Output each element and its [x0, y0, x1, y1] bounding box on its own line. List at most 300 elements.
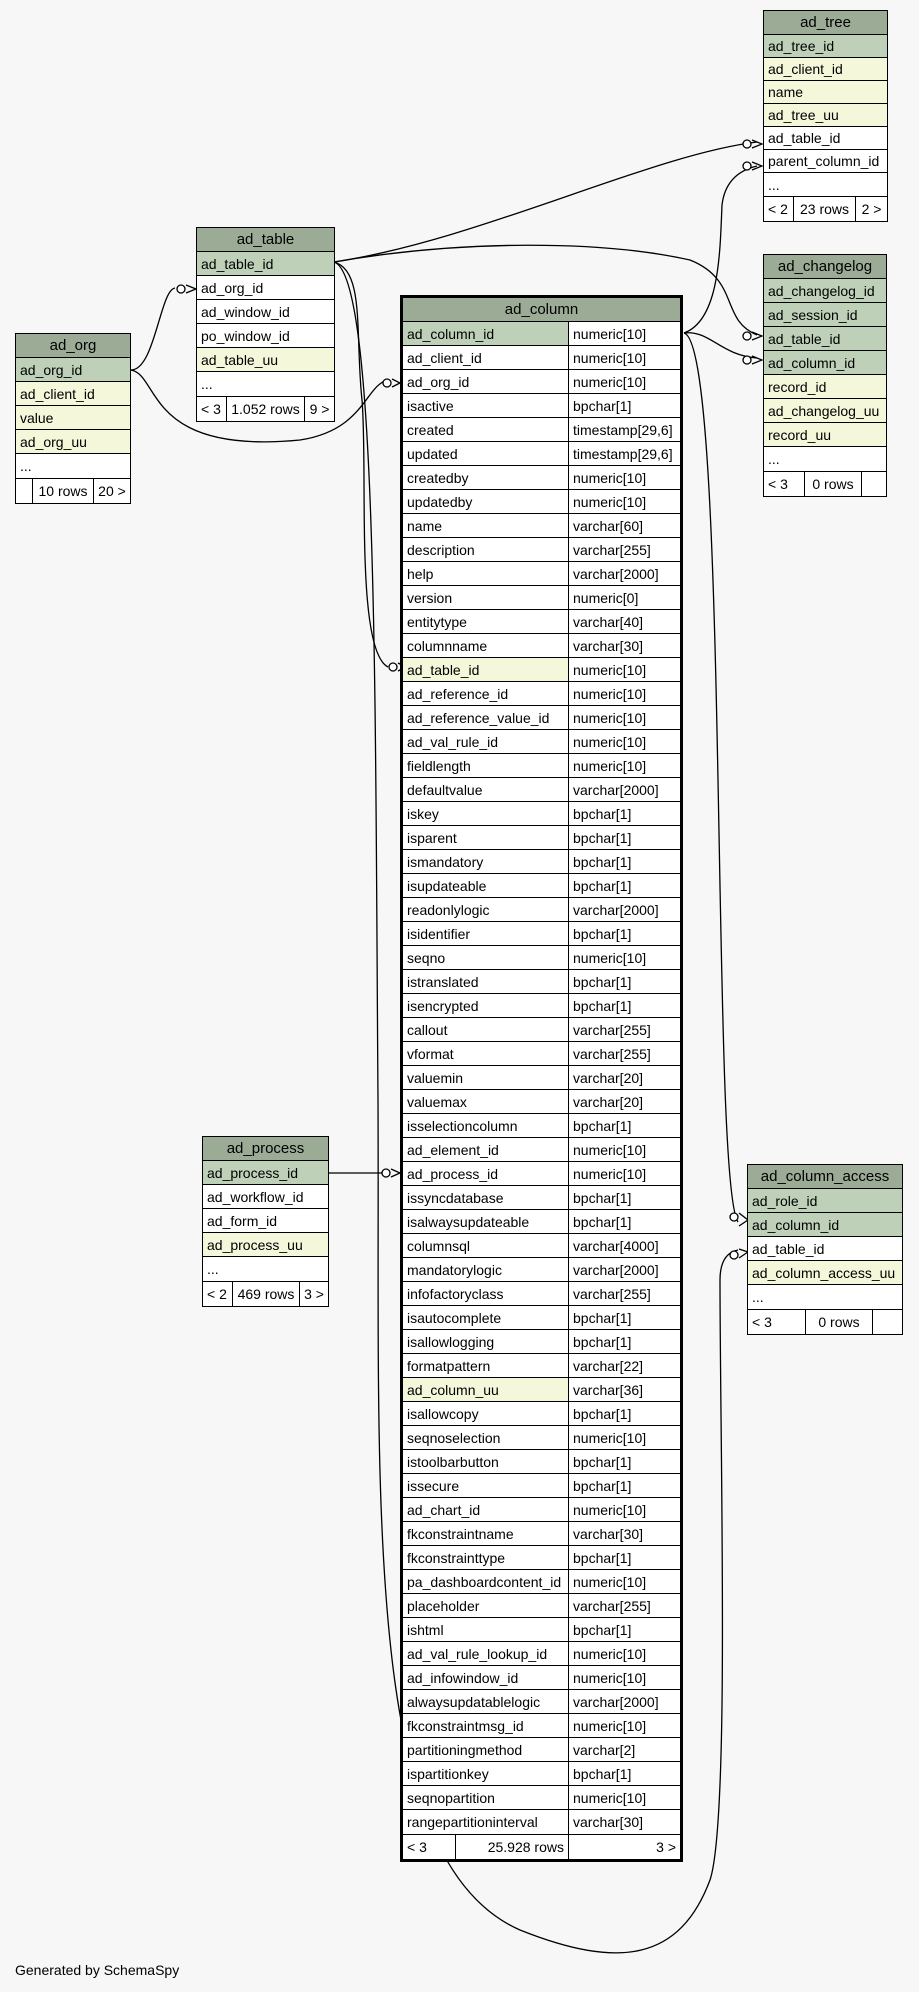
column-name: ishtml: [403, 1618, 569, 1641]
footer-prev[interactable]: < 3: [197, 397, 227, 421]
column-type: numeric[10]: [569, 1570, 680, 1593]
table-row[interactable]: [403, 1402, 680, 1426]
table-row[interactable]: [764, 35, 887, 58]
table-row[interactable]: [403, 1234, 680, 1258]
column-name: ad_val_rule_lookup_id: [403, 1642, 569, 1665]
column-type: varchar[40]: [569, 610, 680, 633]
column-name: ad_table_id: [764, 127, 887, 149]
column-type: numeric[10]: [569, 1138, 680, 1161]
column-type: varchar[20]: [569, 1090, 680, 1113]
column-name: infofactoryclass: [403, 1282, 569, 1305]
table-rows: [748, 1189, 902, 1310]
column-type: bpchar[1]: [569, 1210, 680, 1233]
table-header[interactable]: ad_org: [16, 334, 130, 358]
column-name: isautocomplete: [403, 1306, 569, 1329]
table-rows: [197, 252, 334, 397]
column-name: placeholder: [403, 1594, 569, 1617]
column-name: ad_column_uu: [403, 1378, 569, 1401]
table-row[interactable]: [403, 1138, 680, 1162]
table-row[interactable]: [403, 586, 680, 610]
table-row[interactable]: [403, 538, 680, 562]
table-row[interactable]: [403, 1666, 680, 1690]
column-name: ad_table_id: [403, 658, 569, 681]
table-rows: [764, 35, 887, 197]
column-type: numeric[10]: [569, 682, 680, 705]
column-name: name: [403, 514, 569, 537]
table-row[interactable]: [764, 375, 886, 399]
column-name: isparent: [403, 826, 569, 849]
column-name: isactive: [403, 394, 569, 417]
column-name: ad_column_id: [764, 351, 886, 374]
column-type: numeric[10]: [569, 1714, 680, 1737]
footer-next[interactable]: 9 >: [309, 401, 330, 417]
column-name: description: [403, 538, 569, 561]
column-type: bpchar[1]: [569, 1450, 680, 1473]
table-ad-process[interactable]: [202, 1136, 329, 1307]
edge-ad-org-to-ad-table: [131, 288, 175, 370]
table-row[interactable]: [403, 658, 680, 682]
column-name: ad_org_id: [403, 370, 569, 393]
column-type: varchar[36]: [569, 1378, 680, 1401]
table-row[interactable]: [403, 706, 680, 730]
column-name: istranslated: [403, 970, 569, 993]
table-row[interactable]: [197, 276, 334, 300]
column-name: ad_tree_uu: [764, 104, 887, 126]
column-type: numeric[10]: [569, 946, 680, 969]
table-row[interactable]: [403, 754, 680, 778]
column-name: ad_client_id: [764, 58, 887, 80]
column-type: varchar[2000]: [569, 562, 680, 585]
table-row[interactable]: [203, 1185, 328, 1209]
column-type: varchar[30]: [569, 1810, 680, 1834]
column-type: numeric[10]: [569, 1786, 680, 1809]
footer-rows: 469 rows: [233, 1282, 300, 1306]
table-row[interactable]: [403, 322, 680, 346]
table-row[interactable]: [403, 1786, 680, 1810]
table-footer: [197, 397, 334, 421]
column-name: ad_org_id: [16, 358, 130, 381]
column-type: varchar[4000]: [569, 1234, 680, 1257]
table-row[interactable]: [16, 382, 130, 406]
column-type: numeric[10]: [569, 346, 680, 369]
column-name: version: [403, 586, 569, 609]
column-type: numeric[10]: [569, 706, 680, 729]
table-row[interactable]: [403, 1186, 680, 1210]
column-name: alwaysupdatablelogic: [403, 1690, 569, 1713]
column-name: ad_client_id: [16, 382, 130, 405]
table-row[interactable]: [764, 327, 886, 351]
column-type: bpchar[1]: [569, 1330, 680, 1353]
table-row[interactable]: [403, 394, 680, 418]
column-name: isallowlogging: [403, 1330, 569, 1353]
table-row[interactable]: [16, 454, 130, 478]
column-type: bpchar[1]: [569, 1402, 680, 1425]
table-row[interactable]: [764, 279, 886, 303]
column-type: varchar[255]: [569, 1018, 680, 1041]
table-row[interactable]: [16, 358, 130, 382]
table-row[interactable]: [403, 1474, 680, 1498]
column-type: numeric[10]: [569, 1426, 680, 1449]
column-name: isupdateable: [403, 874, 569, 897]
column-name: fkconstraintmsg_id: [403, 1714, 569, 1737]
table-row[interactable]: [403, 970, 680, 994]
table-ad-table[interactable]: [196, 227, 335, 422]
table-row[interactable]: [197, 300, 334, 324]
column-type: varchar[2000]: [569, 778, 680, 801]
table-row[interactable]: [403, 1018, 680, 1042]
column-type: varchar[255]: [569, 1594, 680, 1617]
generated-by-note: Generated by SchemaSpy: [15, 1962, 180, 1978]
column-name: valuemin: [403, 1066, 569, 1089]
column-name: isselectioncolumn: [403, 1114, 569, 1137]
table-row[interactable]: [403, 898, 680, 922]
column-name: ad_process_uu: [203, 1233, 328, 1256]
table-row[interactable]: [764, 303, 886, 327]
table-row[interactable]: [403, 1714, 680, 1738]
column-type: varchar[20]: [569, 1066, 680, 1089]
column-type: numeric[10]: [569, 322, 680, 345]
table-row[interactable]: [403, 1258, 680, 1282]
table-row[interactable]: [403, 1282, 680, 1306]
table-row[interactable]: [403, 1210, 680, 1234]
column-name: ...: [748, 1285, 902, 1309]
table-row[interactable]: [403, 922, 680, 946]
column-type: bpchar[1]: [569, 1306, 680, 1329]
column-name: ad_element_id: [403, 1138, 569, 1161]
column-name: ad_table_uu: [197, 348, 334, 371]
column-name: created: [403, 418, 569, 441]
table-row[interactable]: [764, 81, 887, 104]
column-type: numeric[10]: [569, 1498, 680, 1521]
column-type: numeric[10]: [569, 730, 680, 753]
table-footer: [764, 197, 887, 221]
table-footer: [203, 1282, 328, 1306]
column-name: iskey: [403, 802, 569, 825]
column-type: varchar[2000]: [569, 898, 680, 921]
column-name: ad_column_access_uu: [748, 1261, 902, 1284]
table-row[interactable]: [403, 1114, 680, 1138]
table-ad-tree[interactable]: [763, 10, 888, 222]
column-name: callout: [403, 1018, 569, 1041]
table-row[interactable]: [764, 399, 886, 423]
column-name: columnsql: [403, 1234, 569, 1257]
column-name: defaultvalue: [403, 778, 569, 801]
column-name: fieldlength: [403, 754, 569, 777]
column-type: bpchar[1]: [569, 1114, 680, 1137]
column-name: partitioningmethod: [403, 1738, 569, 1761]
table-row[interactable]: [403, 634, 680, 658]
column-type: bpchar[1]: [569, 850, 680, 873]
table-row[interactable]: [197, 324, 334, 348]
table-row[interactable]: [403, 1498, 680, 1522]
column-name: ad_session_id: [764, 303, 886, 326]
table-ad-changelog[interactable]: [763, 254, 887, 497]
footer-rows: 0 rows: [806, 1310, 873, 1334]
table-row[interactable]: [403, 490, 680, 514]
column-name: ...: [197, 372, 334, 396]
footer-prev[interactable]: < 2: [203, 1282, 233, 1306]
footer-rows: 1.052 rows: [227, 397, 305, 421]
table-row[interactable]: [764, 150, 887, 173]
column-type: numeric[10]: [569, 754, 680, 777]
column-type: numeric[10]: [569, 658, 680, 681]
column-name: po_window_id: [197, 324, 334, 347]
column-name: updatedby: [403, 490, 569, 513]
table-row[interactable]: [403, 946, 680, 970]
table-row[interactable]: [748, 1213, 902, 1237]
table-row[interactable]: [403, 1042, 680, 1066]
column-name: entitytype: [403, 610, 569, 633]
table-row[interactable]: [403, 1378, 680, 1402]
column-name: help: [403, 562, 569, 585]
column-name: seqno: [403, 946, 569, 969]
column-type: varchar[2000]: [569, 1258, 680, 1281]
column-name: ad_table_id: [764, 327, 886, 350]
table-row[interactable]: [403, 346, 680, 370]
table-row[interactable]: [764, 351, 886, 375]
column-name: issecure: [403, 1474, 569, 1497]
table-header[interactable]: ad_process: [203, 1137, 328, 1161]
table-row[interactable]: [197, 348, 334, 372]
footer-prev[interactable]: [16, 479, 33, 503]
column-name: name: [764, 81, 887, 103]
column-type: timestamp[29,6]: [569, 418, 680, 441]
column-name: ...: [764, 447, 886, 471]
table-row[interactable]: [403, 826, 680, 850]
table-row[interactable]: [403, 418, 680, 442]
edge-ad-table-to-ad-column-table: [334, 262, 388, 667]
table-row[interactable]: [403, 1162, 680, 1186]
footer-rows: 23 rows: [794, 197, 856, 221]
column-name: ad_tree_id: [764, 35, 887, 57]
table-footer: [764, 472, 886, 496]
table-row[interactable]: [748, 1261, 902, 1285]
footer-prev[interactable]: < 3: [403, 1835, 456, 1859]
column-type: bpchar[1]: [569, 826, 680, 849]
column-name: ad_role_id: [748, 1189, 902, 1212]
table-header[interactable]: ad_tree: [764, 11, 887, 35]
table-row[interactable]: [16, 406, 130, 430]
table-row[interactable]: [403, 1738, 680, 1762]
column-type: bpchar[1]: [569, 970, 680, 993]
footer-prev[interactable]: < 2: [764, 197, 794, 221]
column-type: bpchar[1]: [569, 394, 680, 417]
table-row[interactable]: [403, 1810, 680, 1834]
table-row[interactable]: [748, 1237, 902, 1261]
column-type: bpchar[1]: [569, 1762, 680, 1785]
column-name: ad_table_id: [197, 252, 334, 275]
table-row[interactable]: [403, 1642, 680, 1666]
column-name: record_uu: [764, 423, 886, 446]
table-ad-column[interactable]: [400, 295, 683, 1862]
table-row[interactable]: [748, 1189, 902, 1213]
table-row[interactable]: [403, 1066, 680, 1090]
column-type: varchar[2000]: [569, 1690, 680, 1713]
column-name: ad_val_rule_id: [403, 730, 569, 753]
table-row[interactable]: [197, 252, 334, 276]
column-name: ad_window_id: [197, 300, 334, 323]
column-name: ad_org_uu: [16, 430, 130, 453]
column-type: bpchar[1]: [569, 994, 680, 1017]
table-row[interactable]: [203, 1257, 328, 1281]
column-name: ad_changelog_id: [764, 279, 886, 302]
table-row[interactable]: [403, 1426, 680, 1450]
table-row[interactable]: [764, 58, 887, 81]
table-row[interactable]: [197, 372, 334, 396]
footer-next[interactable]: [873, 1310, 902, 1334]
column-type: timestamp[29,6]: [569, 442, 680, 465]
column-type: varchar[60]: [569, 514, 680, 537]
column-name: fkconstraintname: [403, 1522, 569, 1545]
table-header[interactable]: ad_table: [197, 228, 334, 252]
column-name: istoolbarbutton: [403, 1450, 569, 1473]
footer-next[interactable]: 20 >: [98, 483, 126, 499]
column-type: numeric[10]: [569, 1162, 680, 1185]
table-row[interactable]: [203, 1233, 328, 1257]
table-ad-column-access[interactable]: [747, 1164, 903, 1335]
table-row[interactable]: [764, 127, 887, 150]
table-row[interactable]: [403, 1594, 680, 1618]
column-type: bpchar[1]: [569, 874, 680, 897]
column-name: ad_table_id: [748, 1237, 902, 1260]
column-type: numeric[10]: [569, 1642, 680, 1665]
column-name: rangepartitioninterval: [403, 1810, 569, 1834]
edge-ad-column-to-ad-column-access: [684, 333, 738, 1222]
table-row[interactable]: [403, 466, 680, 490]
footer-next[interactable]: 3 >: [656, 1839, 676, 1855]
column-type: numeric[10]: [569, 466, 680, 489]
column-name: ad_form_id: [203, 1209, 328, 1232]
column-name: ad_infowindow_id: [403, 1666, 569, 1689]
column-name: pa_dashboardcontent_id: [403, 1570, 569, 1593]
footer-rows: 0 rows: [805, 472, 862, 496]
table-row[interactable]: [403, 442, 680, 466]
footer-prev[interactable]: < 3: [764, 472, 805, 496]
column-name: ad_changelog_uu: [764, 399, 886, 422]
table-footer: [16, 479, 130, 503]
column-name: ad_org_id: [197, 276, 334, 299]
footer-rows: 10 rows: [33, 479, 94, 503]
table-header[interactable]: ad_column_access: [748, 1165, 902, 1189]
table-row[interactable]: [764, 173, 887, 196]
table-row[interactable]: [403, 802, 680, 826]
footer-next[interactable]: 3 >: [304, 1286, 324, 1302]
column-type: bpchar[1]: [569, 1618, 680, 1641]
table-row[interactable]: [764, 104, 887, 127]
column-name: mandatorylogic: [403, 1258, 569, 1281]
column-name: updated: [403, 442, 569, 465]
column-name: ad_column_id: [403, 322, 569, 345]
column-type: numeric[0]: [569, 586, 680, 609]
column-type: varchar[255]: [569, 538, 680, 561]
table-row[interactable]: [403, 1306, 680, 1330]
column-type: bpchar[1]: [569, 1186, 680, 1209]
edge-ad-table-to-ad-tree: [334, 142, 757, 262]
table-row[interactable]: [403, 1354, 680, 1378]
table-rows: [764, 279, 886, 472]
column-type: numeric[10]: [569, 370, 680, 393]
table-footer: [748, 1310, 902, 1334]
column-type: varchar[22]: [569, 1354, 680, 1377]
table-row[interactable]: [403, 562, 680, 586]
column-name: readonlylogic: [403, 898, 569, 921]
footer-prev[interactable]: < 3: [748, 1310, 806, 1334]
column-name: formatpattern: [403, 1354, 569, 1377]
table-ad-org[interactable]: [15, 333, 131, 504]
column-name: ismandatory: [403, 850, 569, 873]
column-type: varchar[255]: [569, 1042, 680, 1065]
table-row[interactable]: [403, 1330, 680, 1354]
table-row[interactable]: [403, 1090, 680, 1114]
column-type: bpchar[1]: [569, 1474, 680, 1497]
column-name: createdby: [403, 466, 569, 489]
table-header[interactable]: ad_column: [403, 298, 680, 322]
column-name: ad_reference_id: [403, 682, 569, 705]
column-type: varchar[2]: [569, 1738, 680, 1761]
column-name: isallowcopy: [403, 1402, 569, 1425]
column-type: numeric[10]: [569, 490, 680, 513]
table-row[interactable]: [403, 730, 680, 754]
column-name: isalwaysupdateable: [403, 1210, 569, 1233]
column-type: varchar[30]: [569, 1522, 680, 1545]
table-rows: [203, 1161, 328, 1282]
column-name: ad_column_id: [748, 1213, 902, 1236]
table-row[interactable]: [403, 778, 680, 802]
table-row[interactable]: [764, 447, 886, 471]
table-row[interactable]: [403, 994, 680, 1018]
column-type: varchar[255]: [569, 1282, 680, 1305]
column-name: ...: [16, 454, 130, 478]
column-name: seqnoselection: [403, 1426, 569, 1449]
column-name: isidentifier: [403, 922, 569, 945]
column-name: value: [16, 406, 130, 429]
column-name: vformat: [403, 1042, 569, 1065]
table-row[interactable]: [403, 874, 680, 898]
table-row[interactable]: [403, 1762, 680, 1786]
table-row[interactable]: [403, 370, 680, 394]
table-row[interactable]: [403, 1450, 680, 1474]
footer-next[interactable]: [862, 472, 886, 496]
table-row[interactable]: [403, 610, 680, 634]
column-name: ad_reference_value_id: [403, 706, 569, 729]
footer-rows: 25.928 rows: [456, 1835, 569, 1859]
table-row[interactable]: [403, 1570, 680, 1594]
column-name: ad_chart_id: [403, 1498, 569, 1521]
edge-ad-column-to-ad-tree: [684, 166, 757, 333]
table-row[interactable]: [403, 1618, 680, 1642]
footer-next[interactable]: 2 >: [861, 201, 882, 217]
table-row[interactable]: [403, 514, 680, 538]
column-name: issyncdatabase: [403, 1186, 569, 1209]
column-name: ispartitionkey: [403, 1762, 569, 1785]
column-name: ad_client_id: [403, 346, 569, 369]
table-row[interactable]: [203, 1161, 328, 1185]
table-header[interactable]: ad_changelog: [764, 255, 886, 279]
column-name: seqnopartition: [403, 1786, 569, 1809]
table-row[interactable]: [203, 1209, 328, 1233]
table-row[interactable]: [403, 1522, 680, 1546]
column-name: ad_workflow_id: [203, 1185, 328, 1208]
table-row[interactable]: [748, 1285, 902, 1309]
table-row[interactable]: [764, 423, 886, 447]
table-row[interactable]: [403, 682, 680, 706]
column-name: record_id: [764, 375, 886, 398]
table-row[interactable]: [403, 1546, 680, 1570]
table-row[interactable]: [16, 430, 130, 454]
column-name: columnname: [403, 634, 569, 657]
table-row[interactable]: [403, 1690, 680, 1714]
table-row[interactable]: [403, 850, 680, 874]
